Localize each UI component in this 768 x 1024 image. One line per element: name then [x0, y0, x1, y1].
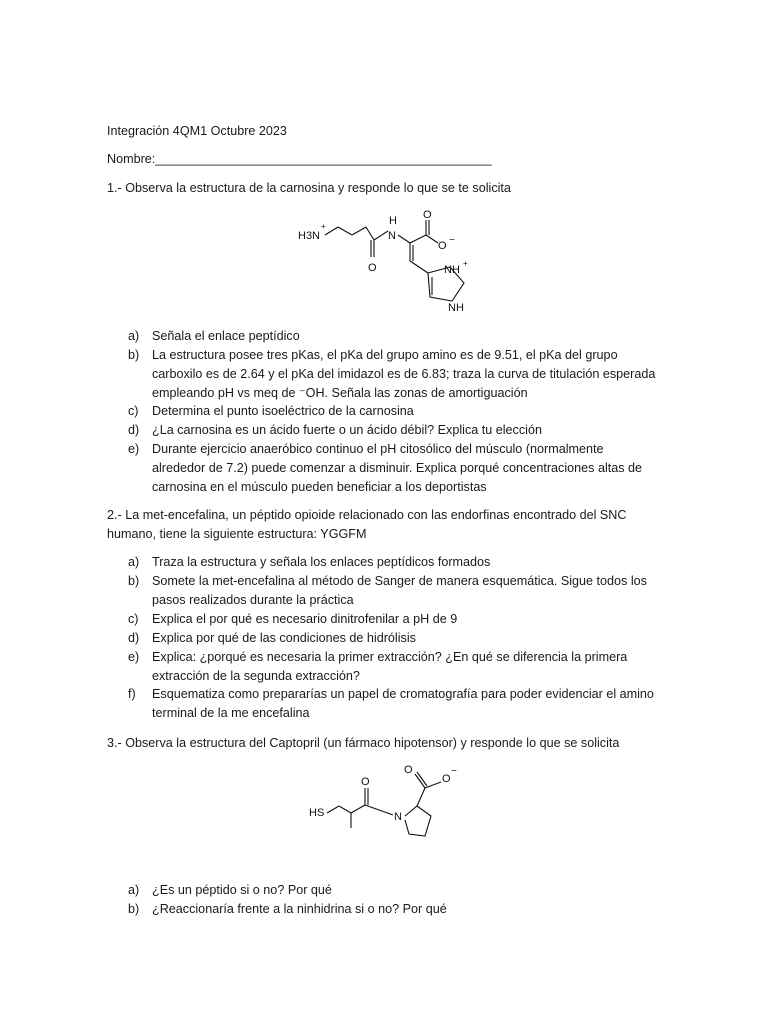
amide-h-label: H	[389, 215, 397, 227]
q2-item-d-label: d)	[128, 631, 140, 645]
ring-plus-charge: +	[463, 259, 468, 268]
q2-item-d-text: Explica por qué de las condiciones de hidrólisis	[152, 631, 416, 645]
ring-nh-label: NH	[448, 302, 464, 314]
carboxyl-o-minus-label: O	[442, 773, 451, 785]
q2-item-f-text-2: terminal de la me encefalina	[152, 706, 310, 720]
q1-item-b-label: b)	[128, 348, 140, 362]
question-1-prompt: 1.- Observa la estructura de la carnosina y responde lo que se te solicita	[107, 181, 511, 195]
carboxyl-o-minus-label: O	[438, 240, 447, 252]
carbonyl-o-label: O	[361, 776, 370, 788]
carboxyl-charge: −	[449, 235, 455, 246]
q2-item-b-text-2: pasos realizados durante la práctica	[152, 593, 354, 607]
ring-nh-plus-label: NH	[444, 264, 460, 276]
amine-charge: +	[321, 222, 326, 231]
question-2-prompt: 2.- La met-encefalina, un péptido opioide relacionado con las endorfinas encontrado del SNC	[107, 508, 627, 522]
amine-label: H3N	[298, 230, 321, 242]
q1-item-b-text: La estructura posee tres pKas, el pKa del grupo amino es de 9.51, el pKa del grupo	[152, 348, 618, 362]
q2-item-b-label: b)	[128, 574, 140, 588]
q3-item-b-label: b)	[128, 902, 140, 916]
q3-item-b-text: ¿Reaccionaría frente a la ninhidrina si o no? Por qué	[152, 902, 447, 916]
q2-item-a-text: Traza la estructura y señala los enlaces peptídicos formados	[152, 555, 491, 569]
q2-item-e-text-2: extracción de la segunda extracción?	[152, 669, 360, 683]
ring-n-label: N	[394, 811, 402, 823]
captopril-structure	[305, 758, 475, 848]
q1-item-e-label: e)	[128, 442, 140, 456]
amide-n-label: N	[388, 230, 396, 242]
q1-item-b-text-3: empleando pH vs meq de ⁻OH. Señala las zonas de amortiguación	[152, 386, 528, 400]
name-field-label: Nombre:________________________________________________	[107, 152, 492, 166]
q2-item-f-text: Esquematiza como prepararías un papel de cromatografía para poder evidenciar el amino	[152, 687, 654, 701]
q2-item-e-label: e)	[128, 650, 140, 664]
question-3-prompt: 3.- Observa la estructura del Captopril (un fármaco hipotensor) y responde lo que se solicita	[107, 736, 620, 750]
document-title: Integración 4QM1 Octubre 2023	[107, 124, 287, 138]
q1-item-c-label: c)	[128, 404, 139, 418]
q1-item-c-text: Determina el punto isoeléctrico de la carnosina	[152, 404, 414, 418]
q1-item-e-text-3: carnosina en el músculo pueden beneficiar a los deportistas	[152, 480, 487, 494]
q1-item-b-text-2: carboxilo es de 2.64 y el pKa del imidazol es de 6.83; traza la curva de titulación esperada	[152, 367, 656, 381]
carbonyl-o-label: O	[368, 262, 377, 274]
q1-item-d-label: d)	[128, 423, 140, 437]
q1-item-a-text: Señala el enlace peptídico	[152, 329, 300, 343]
q3-item-a-label: a)	[128, 883, 140, 897]
q2-item-c-label: c)	[128, 612, 139, 626]
thiol-label: HS	[309, 807, 325, 819]
q1-item-e-text-2: alrededor de 7.2) puede comenzar a disminuir. Explica porqué concentraciones altas de	[152, 461, 643, 475]
q2-item-b-text: Somete la met-encefalina al método de Sanger de manera esquemática. Sigue todos los	[152, 574, 647, 588]
carboxyl-o-top-label: O	[404, 764, 413, 776]
carboxyl-charge: −	[451, 766, 457, 777]
question-2-prompt-2: humano, tiene la siguiente estructura: YGGFM	[107, 527, 367, 541]
q1-item-d-text: ¿La carnosina es un ácido fuerte o un ácido débil? Explica tu elección	[152, 423, 542, 437]
q1-item-a-label: a)	[128, 329, 140, 343]
q2-item-a-label: a)	[128, 555, 140, 569]
carboxyl-o-top-label: O	[423, 209, 432, 221]
q3-item-a-text: ¿Es un péptido si o no? Por qué	[152, 883, 332, 897]
carnosine-structure	[290, 205, 490, 315]
q2-item-f-label: f)	[128, 687, 136, 701]
q1-item-e-text: Durante ejercicio anaeróbico continuo el pH citosólico del músculo (normalmente	[152, 442, 604, 456]
q2-item-c-text: Explica el por qué es necesario dinitrofenilar a pH de 9	[152, 612, 458, 626]
q2-item-e-text: Explica: ¿porqué es necesaria la primer extracción? ¿En qué se diferencia la primera	[152, 650, 628, 664]
